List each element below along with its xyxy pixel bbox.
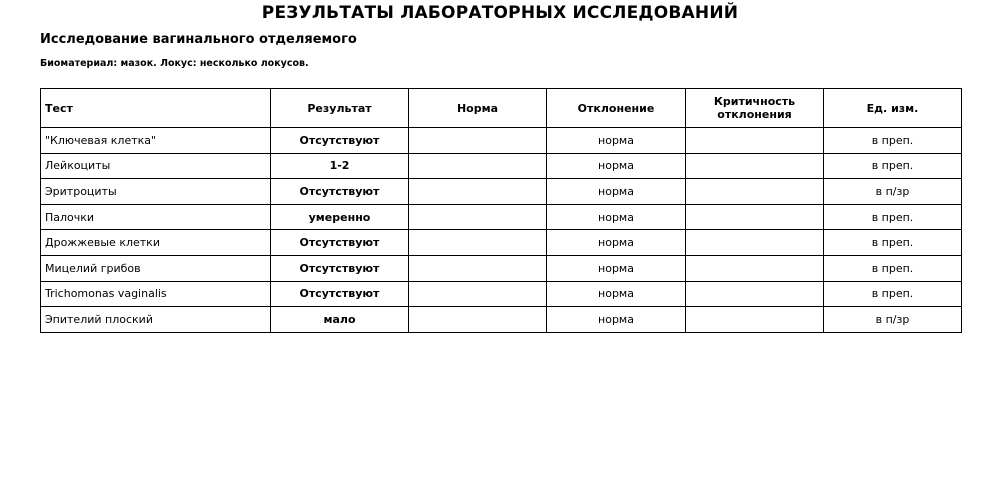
cell-test: Trichomonas vaginalis (41, 281, 271, 307)
cell-result: мало (271, 307, 409, 333)
cell-test: Эритроциты (41, 179, 271, 205)
cell-deviation: норма (547, 153, 686, 179)
table-row (41, 281, 962, 307)
cell-unit: в п/зр (824, 179, 962, 205)
cell-test: Мицелий грибов (41, 255, 271, 281)
table-row (41, 128, 962, 154)
cell-norm (409, 179, 547, 205)
cell-result: Отсутствуют (271, 281, 409, 307)
cell-deviation: норма (547, 179, 686, 205)
cell-test: Палочки (41, 204, 271, 230)
cell-test: Эпителий плоский (41, 307, 271, 333)
cell-result: Отсутствуют (271, 128, 409, 154)
table-header-row (41, 89, 962, 128)
cell-norm (409, 230, 547, 256)
cell-deviation: норма (547, 230, 686, 256)
cell-criticality (686, 255, 824, 281)
cell-unit: в преп. (824, 230, 962, 256)
cell-unit: в преп. (824, 128, 962, 154)
cell-norm (409, 255, 547, 281)
table-row (41, 153, 962, 179)
table-body (41, 128, 962, 333)
header-result: Результат (271, 89, 409, 128)
cell-unit: в преп. (824, 153, 962, 179)
cell-deviation: норма (547, 307, 686, 333)
study-subtitle: Исследование вагинального отделяемого (40, 32, 357, 47)
cell-deviation: норма (547, 128, 686, 154)
cell-criticality (686, 204, 824, 230)
page-title: РЕЗУЛЬТАТЫ ЛАБОРАТОРНЫХ ИССЛЕДОВАНИЙ (261, 3, 739, 23)
cell-norm (409, 128, 547, 154)
cell-test: "Ключевая клетка" (41, 128, 271, 154)
table-row (41, 230, 962, 256)
cell-result: Отсутствуют (271, 255, 409, 281)
cell-norm (409, 281, 547, 307)
table-row (41, 204, 962, 230)
cell-criticality (686, 128, 824, 154)
cell-criticality (686, 179, 824, 205)
cell-test: Дрожжевые клетки (41, 230, 271, 256)
cell-deviation: норма (547, 204, 686, 230)
cell-criticality (686, 230, 824, 256)
header-deviation: Отклонение (547, 89, 686, 128)
cell-unit: в преп. (824, 204, 962, 230)
cell-deviation: норма (547, 281, 686, 307)
table-row (41, 255, 962, 281)
biomaterial-info: Биоматериал: мазок. Локус: несколько локусов. (40, 58, 309, 69)
header-criticality: Критичность отклонения (686, 89, 824, 128)
header-unit: Ед. изм. (824, 89, 962, 128)
header-norm: Норма (409, 89, 547, 128)
cell-norm (409, 153, 547, 179)
cell-criticality (686, 307, 824, 333)
table-row (41, 179, 962, 205)
cell-norm (409, 307, 547, 333)
header-test: Тест (41, 89, 271, 128)
cell-result: Отсутствуют (271, 230, 409, 256)
cell-deviation: норма (547, 255, 686, 281)
cell-unit: в преп. (824, 281, 962, 307)
cell-unit: в п/зр (824, 307, 962, 333)
cell-result: 1-2 (271, 153, 409, 179)
cell-norm (409, 204, 547, 230)
cell-result: Отсутствуют (271, 179, 409, 205)
cell-criticality (686, 281, 824, 307)
cell-result: умеренно (271, 204, 409, 230)
results-table (40, 88, 962, 333)
cell-test: Лейкоциты (41, 153, 271, 179)
cell-unit: в преп. (824, 255, 962, 281)
cell-criticality (686, 153, 824, 179)
table-row (41, 307, 962, 333)
